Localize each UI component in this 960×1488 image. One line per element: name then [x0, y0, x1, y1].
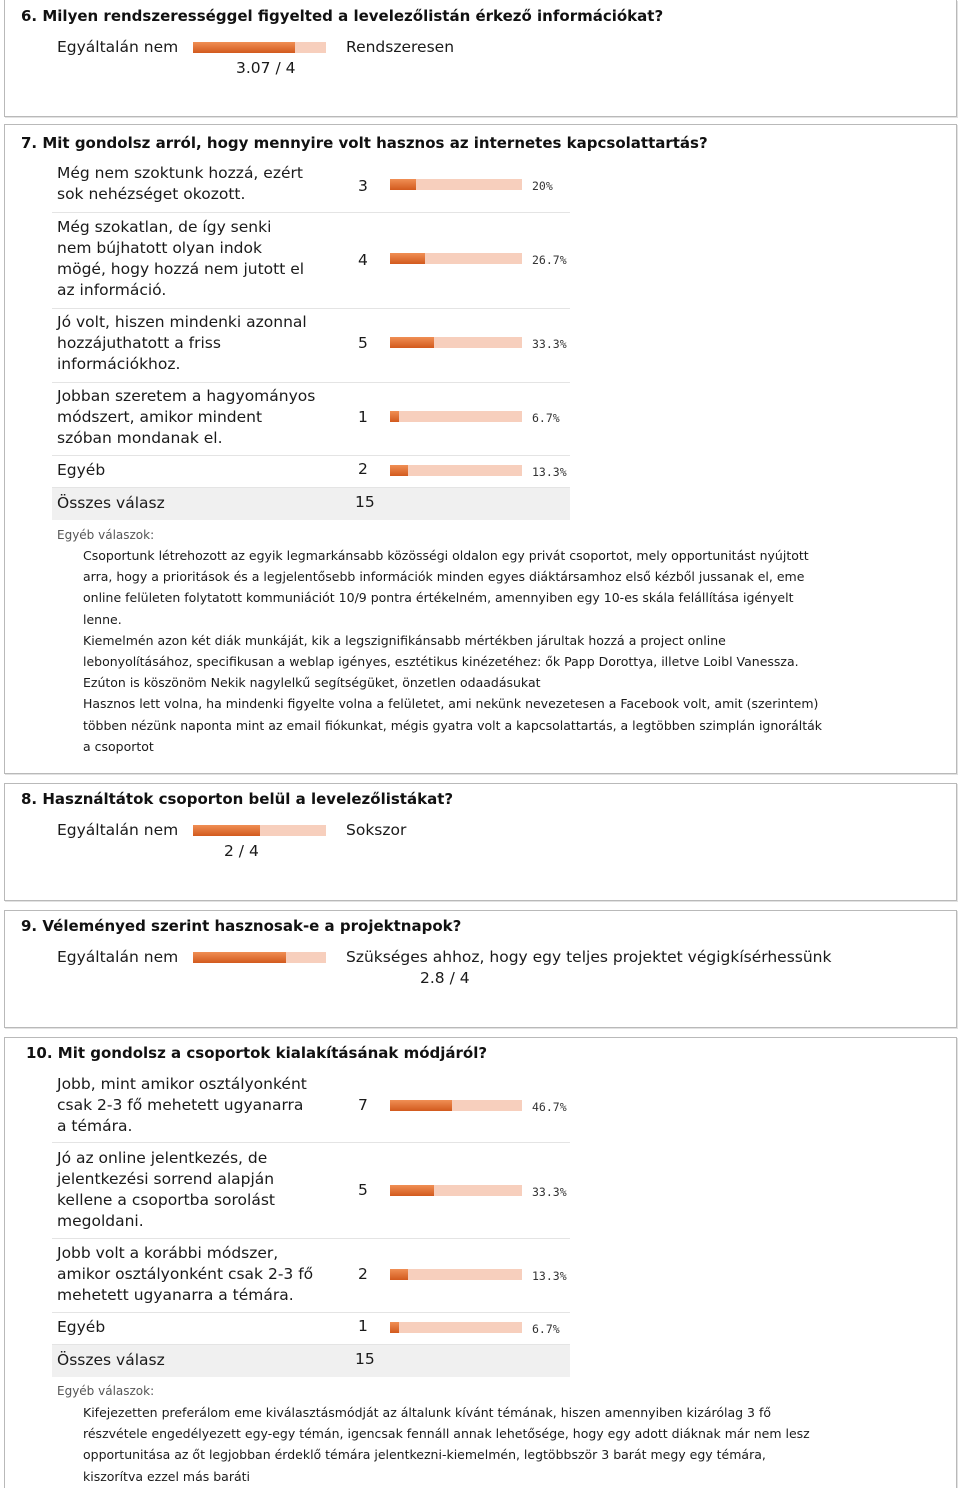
option-bar [390, 1322, 522, 1333]
other-answer: Kifejezetten preferálom eme kiválasztásmódját az általunk kívánt témának, hiszen amennyiben kizárólag 3 fő részvétele engedélyezett egy-egy témán, igencsak fennáll annak lehetősége, hogy egy adott diáknak már nem lesz opportunitása az őt legjobban érdeklő témára jelentkezni-kiemelmén, legtöbbször 3 barát megy egy témára, kiszorítva ezzel más baráti [83, 1405, 810, 1484]
option-bar-fill [390, 465, 408, 476]
other-answer: Kiemelmén azon két diák munkáját, kik a legszignifikánsabb mértékben járultak hozzá a project online lebonyolításához, specifikusan a weblap igényes, esztétikus kinézetéhez: ők Papp Dorottya, illetve Loibl Vanessza. Ezúton is köszönöm Nekik nagylelkű segítségüket, önzetlen odaadásukat [83, 632, 799, 691]
option-percent: 20% [532, 179, 553, 193]
total-count: 15 [355, 1350, 375, 1368]
q8-rating-bar-fill [193, 825, 260, 836]
table-row [52, 456, 570, 488]
option-bar-fill [390, 1185, 434, 1196]
option-percent: 13.3% [532, 465, 567, 479]
option-count: 4 [358, 251, 368, 269]
option-bar [390, 253, 522, 264]
table-row [52, 162, 570, 213]
option-label: Jó az online jelentkezés, de jelentkezési sorrend alapján kellene a csoportba sorolást megoldani. [57, 1149, 275, 1230]
question-9-title: 9. Véleményed szerint hasznosak-e a projektnapok? [21, 917, 462, 935]
option-count: 5 [358, 334, 368, 352]
q7-other-answers-header: Egyéb válaszok: [57, 528, 155, 542]
table-row [52, 1072, 570, 1143]
total-count: 15 [355, 493, 375, 511]
q8-scale-right-label: Sokszor [346, 821, 407, 839]
option-bar-fill [390, 411, 399, 422]
question-6-title: 6. Milyen rendszerességgel figyelted a levelezőlistán érkező információkat? [21, 7, 664, 25]
option-percent: 46.7% [532, 1100, 567, 1114]
option-bar-fill [390, 1322, 399, 1333]
other-answer: Csoportunk létrehozott az egyik legmarkánsabb közösségi oldalon egy privát csoportot, mely opportunitást nyújtott arra, hogy a prioritások és a legjelentősebb információk minden egyes diáktársamhoz első kézből jussanak el, eme online felületen folytatott kommuniációt 10/9 pontra értékelném, amennyiben egy 10-es skála felállítása igényelt lenne. [83, 548, 809, 627]
option-bar-fill [390, 1100, 452, 1111]
option-label: Jó volt, hiszen mindenki azonnal hozzájuthatott a friss információkhoz. [57, 313, 307, 373]
q10-other-answers-header: Egyéb válaszok: [57, 1384, 155, 1398]
option-count: 2 [358, 1265, 368, 1283]
option-bar [390, 179, 522, 190]
total-row [52, 1345, 570, 1377]
option-bar [390, 1100, 522, 1111]
option-label: Egyéb [57, 1318, 106, 1336]
table-row [52, 1143, 570, 1239]
q9-score: 2.8 / 4 [420, 969, 470, 987]
option-percent: 33.3% [532, 337, 567, 351]
option-label: Jobb volt a korábbi módszer, amikor osztályonként csak 2-3 fő mehetett ugyanarra a témára. [57, 1244, 314, 1304]
option-percent: 13.3% [532, 1269, 567, 1283]
option-label: Még nem szoktunk hozzá, ezért sok nehézséget okozott. [57, 164, 303, 203]
question-10-title: 10. Mit gondolsz a csoportok kialakításának módjáról? [26, 1044, 488, 1062]
q6-score: 3.07 / 4 [236, 59, 296, 77]
option-percent: 6.7% [532, 411, 560, 425]
option-label: Egyéb [57, 461, 106, 479]
q6-rating-bar [193, 42, 326, 53]
option-bar [390, 465, 522, 476]
option-bar-fill [390, 253, 425, 264]
option-count: 1 [358, 1317, 368, 1335]
option-count: 2 [358, 460, 368, 478]
q8-rating-bar [193, 825, 326, 836]
option-count: 7 [358, 1096, 368, 1114]
table-row [52, 1239, 570, 1313]
q6-rating-bar-fill [193, 42, 295, 53]
q9-rating-bar [193, 952, 326, 963]
option-bar [390, 337, 522, 348]
option-bar [390, 1185, 522, 1196]
option-percent: 33.3% [532, 1185, 567, 1199]
total-label: Összes válasz [57, 494, 165, 512]
question-7-title: 7. Mit gondolsz arról, hogy mennyire volt hasznos az internetes kapcsolattartás? [21, 134, 708, 152]
table-row [52, 309, 570, 383]
q9-rating-bar-fill [193, 952, 286, 963]
option-bar-fill [390, 179, 416, 190]
option-bar-fill [390, 337, 434, 348]
option-count: 3 [358, 177, 368, 195]
option-count: 5 [358, 1181, 368, 1199]
option-bar-fill [390, 1269, 408, 1280]
option-label: Még szokatlan, de így senki nem bújhatott olyan indok mögé, hogy hozzá nem jutott el az információ. [57, 218, 305, 299]
option-label: Jobban szeretem a hagyományos módszert, amikor mindent szóban mondanak el. [57, 387, 316, 447]
q10-other-answers [83, 1402, 823, 1487]
q9-scale-left-label: Egyáltalán nem [57, 948, 179, 966]
q6-scale-left-label: Egyáltalán nem [57, 38, 179, 56]
option-percent: 6.7% [532, 1322, 560, 1336]
table-row [52, 213, 570, 309]
q6-scale-right-label: Rendszeresen [346, 38, 455, 56]
q8-scale-left-label: Egyáltalán nem [57, 821, 179, 839]
option-bar [390, 1269, 522, 1280]
total-label: Összes válasz [57, 1351, 165, 1369]
option-count: 1 [358, 408, 368, 426]
option-percent: 26.7% [532, 253, 567, 267]
question-8-title: 8. Használtátok csoporton belül a levelezőlistákat? [21, 790, 454, 808]
q7-other-answers [83, 545, 823, 757]
total-row [52, 488, 570, 520]
other-answer: Hasznos lett volna, ha mindenki figyelte volna a felületet, ami nekünk nevezetesen a Facebook volt, amit (szerintem) többen nézünk naponta mint az email fiókunkat, mégis gyatra volt a kapcsolattartás, a legtöbben szimplán ignorálták a csoportot [83, 696, 823, 754]
option-bar [390, 411, 522, 422]
q9-scale-right-label: Szükséges ahhoz, hogy egy teljes projektet végigkísérhessünk [346, 948, 832, 966]
table-row [52, 1313, 570, 1345]
option-label: Jobb, mint amikor osztályonként csak 2-3 fő mehetett ugyanarra a témára. [57, 1075, 307, 1135]
q8-score: 2 / 4 [224, 842, 259, 860]
table-row [52, 383, 570, 456]
